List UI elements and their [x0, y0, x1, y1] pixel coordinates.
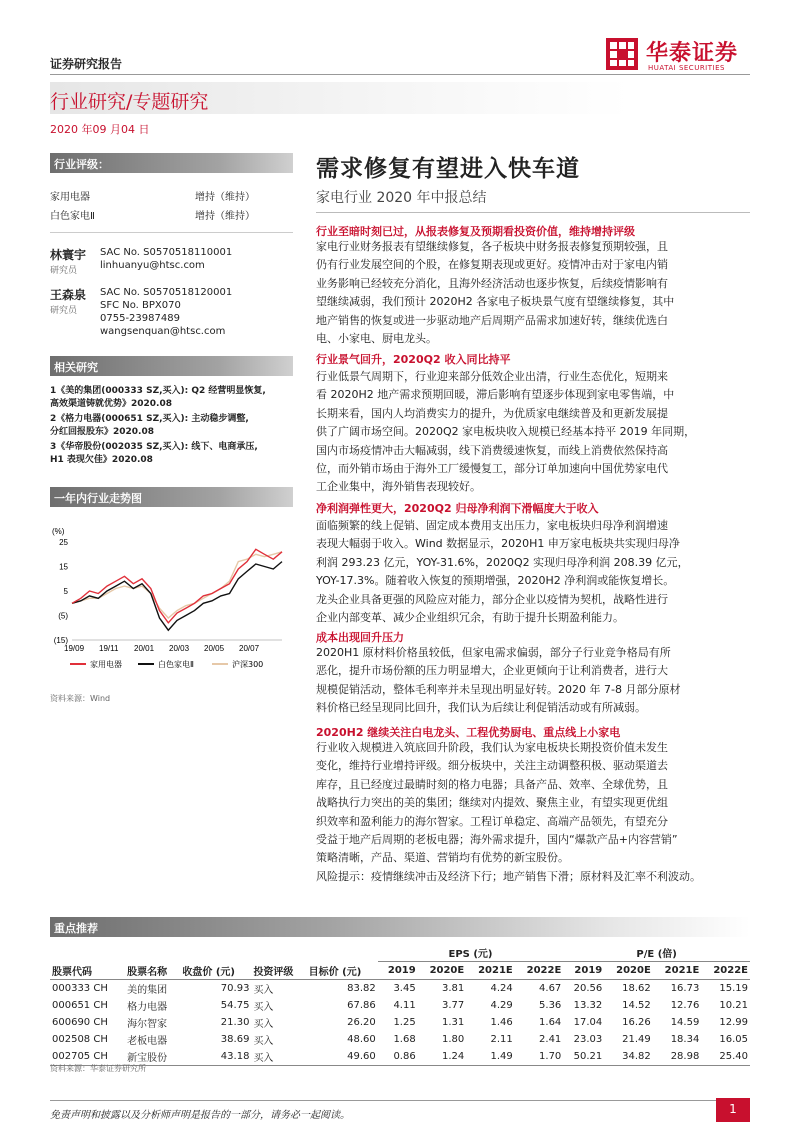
table-cell: 16.05 [719, 1033, 748, 1045]
rating-value: 增持（维持） [195, 192, 255, 203]
chart-legend-label: 沪深300 [232, 660, 264, 669]
related-item[interactable]: 2《格力电器(000651 SZ,买入): 主动稳步调整, 分红回报股东》2020.08 [50, 414, 249, 437]
table-cell: 1.70 [539, 1050, 562, 1062]
table-cell: 1.49 [490, 1050, 513, 1062]
table-cell: 48.60 [347, 1033, 376, 1045]
table-header-row: 股票代码 股票名称 收盘价 (元) 投资评级 目标价 (元) 2019 2020E 2021E 2022E 2019 2020E 2021E 2022E [50, 962, 750, 980]
table-cell: 002705 CH [52, 1050, 108, 1062]
table-cell: 4.29 [490, 999, 513, 1011]
report-type-label: 证券研究报告 [50, 57, 123, 71]
analyst-sac: SAC No. S0570518120001 [100, 287, 233, 298]
analyst-email[interactable]: linhuanyu@htsc.com [100, 260, 205, 271]
table-cell: 1.46 [490, 1016, 513, 1028]
table-cell: 17.04 [573, 1016, 603, 1028]
chart-xtick-label: 20/03 [169, 644, 190, 653]
analyst-sfc: SFC No. BPX070 [100, 300, 181, 311]
chart-ytick-label: (5) [58, 611, 68, 621]
analyst-block [50, 246, 300, 338]
rating-value: 增持（维持） [195, 211, 255, 222]
rating-row [50, 207, 293, 222]
table-cell: 54.75 [220, 999, 250, 1011]
huatai-logo-icon [606, 38, 638, 70]
table-cell: 买入 [253, 1001, 274, 1013]
table-row [50, 979, 750, 997]
footer-disclaimer: 免责声明和披露以及分析师声明是报告的一部分，请务必一起阅读。 [50, 1110, 350, 1121]
table-cell: 老板电器 [127, 1035, 168, 1047]
table-cell: 34.82 [622, 1050, 651, 1062]
section-body: 行业收入规模进入筑底回升阶段，我们认为家电板块长期投资价值未发生 变化，维持行业增持评级。细分板块中，关注主动调整积极、驱动渠道去 库存，且已经度过最睛时刻的格力电器；具备产品、效率、全球优势，且 战略执行力突出的美的集团；继续对内提效、聚焦主业，有望实现更优组 织效率和盈利能力的海尔智家。工程订单稳定、高端产品领先，有望充分 受益于地产后周期的老板电器；海外需求提升，国内“爆款产品+内容营销” 策略清晰，产品、渠道、营销均有优势的新宝股份。 [316, 741, 678, 865]
section-heading: 净利润弹性更大，2020Q2 归母净利润下滑幅度大于收入 [316, 502, 599, 515]
table-cell: 12.99 [719, 1016, 748, 1028]
section-body: 行业低景气周期下，行业迎来部分低效企业出清，行业生态优化，短期来 看 2020H2 地产需求预期回暖，滞后影响有望逐步体现到家电零售端，中 长期来看，国内人均消费实力的提升，为优质家电继续普及和更新发展提 供了广阔市场空间。2020Q2 家电板块收入规模已经基本持平 2019 年同期， 国内市场疫情冲击大幅减弱，线下消费缓速恢复，而线上消费依然保持高 位，而外销市场由于海外工厂缓慢复工，部分订单加速向中国优势家电代 工企业集中，海外销售表现较好。 [316, 370, 696, 494]
chart-xtick-label: 20/05 [204, 644, 225, 653]
section-heading: 行业景气回升，2020Q2 收入同比持平 [316, 353, 511, 366]
chart-series-line [72, 552, 282, 618]
table-row [50, 1014, 750, 1031]
table-cell: 买入 [253, 1052, 274, 1064]
rating-sector: 白色家电Ⅱ [50, 211, 95, 222]
chart-ytick-label: 25 [59, 538, 68, 547]
table-cell: 28.98 [670, 1050, 700, 1062]
table-cell: 16.26 [622, 1016, 651, 1028]
related-list [50, 385, 300, 467]
sidebar-divider [50, 232, 293, 233]
related-item[interactable]: 1《美的集团(000333 SZ,买入): Q2 经营明显恢复, 高效渠道铸就优势》2020.08 [50, 386, 266, 409]
table-cell: 21.49 [622, 1033, 651, 1045]
table-cell: 3.77 [441, 999, 465, 1011]
table-cell: 4.67 [539, 982, 562, 994]
chart-xtick-label: 19/09 [64, 644, 85, 653]
chart-series-line [72, 549, 282, 623]
table-cell: 25.40 [719, 1050, 748, 1062]
table-cell: 83.82 [347, 982, 376, 994]
table-cell: 3.81 [441, 982, 465, 994]
table-cell: 67.86 [347, 999, 376, 1011]
table-row [50, 997, 750, 1014]
table-cell: 23.03 [573, 1033, 603, 1045]
table-cell: 1.24 [441, 1050, 465, 1062]
table-cell: 26.20 [347, 1016, 376, 1028]
table-cell: 2.11 [490, 1033, 513, 1045]
table-cell: 新宝股份 [127, 1052, 168, 1064]
industry-trend-chart [50, 522, 295, 677]
eps-group-header: EPS (元) [378, 944, 564, 962]
table-cell: 43.18 [220, 1050, 250, 1062]
table-cell: 1.31 [441, 1016, 465, 1028]
table-cell: 38.69 [220, 1033, 250, 1045]
table-cell: 49.60 [347, 1050, 376, 1062]
chart-source: 资料来源：Wind [50, 694, 111, 703]
chart-legend-label: 家用电器 [90, 660, 122, 669]
table-cell: 1.64 [539, 1016, 562, 1028]
logo-text-en: HUATAI SECURITIES [648, 64, 725, 72]
table-cell: 600690 CH [52, 1016, 108, 1028]
table-cell: 18.62 [622, 982, 651, 994]
related-item[interactable]: 3《华帝股份(002035 SZ,买入): 线下、电商承压, H1 表现欠佳》2020.08 [50, 442, 258, 465]
category-title: 行业研究/专题研究 [50, 91, 209, 113]
table-row [50, 1048, 750, 1066]
chart-xtick-label: 20/01 [134, 644, 155, 653]
table-cell: 14.52 [622, 999, 651, 1011]
table-cell: 3.45 [393, 982, 416, 994]
table-cell: 12.76 [670, 999, 700, 1011]
chart-legend-label: 白色家电Ⅱ [158, 660, 194, 669]
table-cell: 美的集团 [127, 984, 168, 996]
risk-warning: 风险提示：疫情继续冲击及经济下行；地产销售下滑；原材料及汇率不利波动。 [316, 870, 701, 883]
chart-xtick-label: 19/11 [99, 644, 119, 653]
section-heading: 行业至暗时刻已过，从报表修复及预期看投资价值，维持增持评级 [316, 225, 635, 238]
table-cell: 13.32 [573, 999, 603, 1011]
analyst-role: 研究员 [50, 306, 78, 316]
page-number: 1 [716, 1098, 750, 1122]
table-cell: 4.24 [490, 982, 513, 994]
recommend-table [50, 944, 750, 1066]
table-cell: 5.36 [539, 999, 562, 1011]
rating-section-header: 行业评级： [50, 153, 293, 173]
table-cell: 10.21 [719, 999, 748, 1011]
table-row [50, 1031, 750, 1048]
analyst-name: 王森泉 [50, 288, 87, 302]
report-date: 2020 年09 月04 日 [50, 123, 150, 136]
table-cell: 0.86 [393, 1050, 416, 1062]
table-cell: 15.19 [719, 982, 748, 994]
table-cell: 4.11 [393, 999, 416, 1011]
table-cell: 18.34 [670, 1033, 700, 1045]
table-cell: 000651 CH [52, 999, 108, 1011]
table-cell: 买入 [253, 984, 274, 996]
title-divider [316, 212, 750, 213]
table-cell: 海尔智家 [127, 1018, 168, 1030]
footer-divider [50, 1100, 750, 1101]
table-cell: 20.56 [573, 982, 603, 994]
section-body: 2020H1 原材料价格虽较低，但家电需求偏弱，部分子行业竞争格局有所 恶化，提升市场份额的压力明显增大，企业更倾向于让利消费者，进行大 规模促销活动，整体毛利率并未呈现出明显好转。2020 年 7-8 月部分原材 料价格已经呈现同比回升，我们认为后续让利促销活动或有所减弱。 [316, 646, 681, 715]
table-cell: 1.25 [393, 1016, 416, 1028]
chart-section-header: 一年内行业走势图 [50, 487, 293, 507]
rating-row [50, 188, 293, 203]
table-source: 资料来源：华泰证券研究所 [50, 1064, 146, 1073]
analyst-sac: SAC No. S0570518110001 [100, 247, 233, 258]
chart-ytick-label: 5 [63, 587, 68, 596]
section-body: 面临频繁的线上促销、固定成本费用支出压力，家电板块归母净利润增速 表现大幅弱于收入。Wind 数据显示，2020H1 申万家电板块共实现归母净 利润 293.23 亿元，YOY-31.6%，2020Q2 实现归母净利润 208.39 亿元， YOY-17.3%。随着收入恢复的预期增强，2020H2 净利润或能恢复增长。 龙头企业具备更强的风险应对能力，部分企业以疫情为契机，战略性进行 企业内部变革、减少企业组织冗余，有助于提升长期盈利能力。 [316, 519, 689, 625]
table-cell: 买入 [253, 1035, 274, 1047]
rating-sector: 家用电器 [50, 192, 90, 203]
table-cell: 买入 [253, 1018, 274, 1030]
table-cell: 1.80 [441, 1033, 465, 1045]
table-cell: 000333 CH [52, 982, 108, 994]
analyst-phone: 0755-23987489 [100, 313, 180, 324]
table-cell: 70.93 [220, 982, 250, 994]
chart-ytick-label: 15 [59, 562, 68, 572]
section-heading: 2020H2 继续关注白电龙头、工程优势厨电、重点线上小家电 [316, 726, 621, 739]
table-cell: 50.21 [573, 1050, 603, 1062]
header-divider [50, 74, 750, 75]
table-cell: 格力电器 [127, 1001, 168, 1013]
table-cell: 21.30 [220, 1016, 250, 1028]
pe-group-header: P/E (倍) [563, 944, 750, 962]
table-cell: 16.73 [670, 982, 700, 994]
analyst-role: 研究员 [50, 266, 78, 276]
table-cell: 002508 CH [52, 1033, 108, 1045]
section-body: 家电行业财务报表有望继续修复，各子板块中财务报表修复预期较强，且 仍有行业发展空间的个股，在修复期表现或更好。疫情冲击对于家电内销 业务影响已经较充分消化，且海外经济活动也逐步恢复，后续疫情影响有 望继续减弱，我们预计 2020H2 各家电子板块景气度有望继续修复，其中 地产销售的恢复或进一步驱动地产后周期产品需求加速好转，继续优选白 电、小家电、厨电龙头。 [316, 240, 675, 346]
recommend-section-header: 重点推荐 [50, 917, 750, 937]
logo-text-cn: 华泰证券 [646, 41, 739, 66]
analyst-name: 林寰宇 [50, 248, 87, 262]
section-heading: 成本出现回升压力 [316, 631, 404, 644]
chart-xtick-label: 20/07 [239, 644, 260, 653]
table-cell: 2.41 [539, 1033, 562, 1045]
related-section-header: 相关研究 [50, 356, 293, 376]
analyst-email[interactable]: wangsenquan@htsc.com [100, 326, 226, 337]
table-cell: 1.68 [393, 1033, 416, 1045]
sub-title: 家电行业 2020 年中报总结 [316, 190, 487, 206]
chart-ylabel: (%) [52, 527, 65, 536]
table-cell: 14.59 [670, 1016, 700, 1028]
chart-ytick-label: (15) [53, 636, 68, 645]
main-title: 需求修复有望进入快车道 [316, 156, 580, 182]
